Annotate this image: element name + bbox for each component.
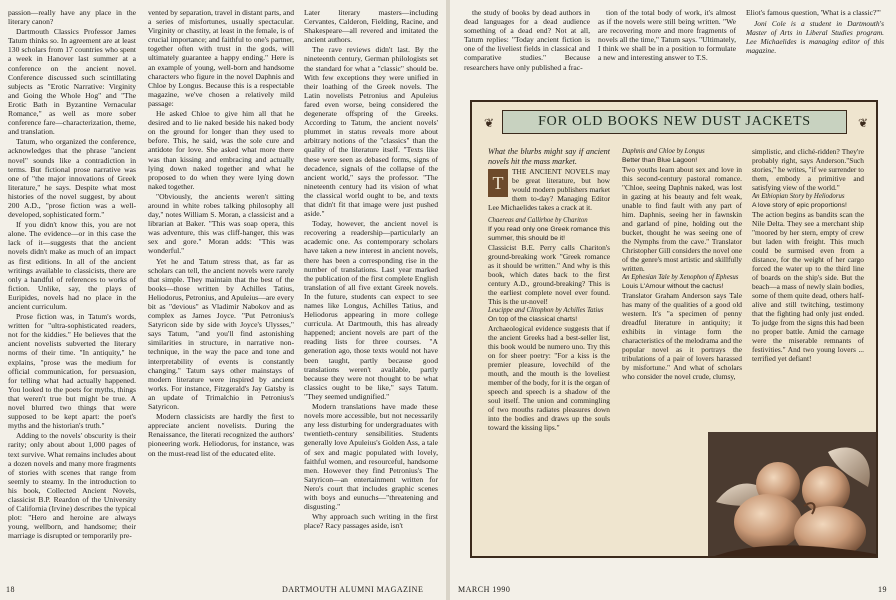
blurb-4-continued: simplistic, and cliché-ridden? They're probably right, says Anderson."Such stories," he writes, "if we surrender to them, embody a primitive and satisfying view of the world." xyxy=(752,147,864,192)
blurb-3-body: Two youths learn about sex and love in this second-century pastoral romance. "Chloe, seeing Daphnis naked, was lost in gazing at his beauty and felt weak, unable to find fault with any part of him. Daphnis, seeing her in fawnskin and garland of pine, holding out the bucket, thought he was seeing one of the Nymphs from the cave." Translator Christopher Gill considers the novel one of the genre's most artistic and skillfully written. xyxy=(622,165,742,273)
dust-jackets-sidebar xyxy=(470,100,878,558)
blurb-3-title: Daphnis and Chloe by Longus xyxy=(622,148,705,155)
paragraph: vented by separation, travel in distant parts, and a series of misfortunes, usually spectacular. Virginity or chastity, at least in the female, is of crucial importance; and faithful to one's partner, together often with trust in the gods, will ultimately guarantee a happy ending." Here is an example of young, well-born and handsome characters who figure in the novel Daphnis and Chloe by Longus. Because this is a respectable magazine, we've chosen a relatively mild passage: xyxy=(148,8,294,108)
paragraph: He asked Chloe to give him all that he desired and to lie naked beside his naked body on the ground for longer than they used to before. This, he said, was the sole cure and antidote for love. She asked what more there was than kissing and embracing and actually lying down naked together and what he proposed to do when they were lying down naked together. xyxy=(148,109,294,191)
author-bio: Joni Cole is a student in Dartmouth's Master of Arts in Liberal Studies program. Lee Michaelides is managing editor of this magazine. xyxy=(746,19,884,56)
article-column-2 xyxy=(148,8,294,576)
blurb-2-title: Leucippe and Clitophon by Achilles Tatius xyxy=(488,307,604,314)
ornament-left-icon: ❦ xyxy=(483,116,495,130)
blurb-3-tagline: Better than Blue Lagoon! xyxy=(622,157,698,164)
article-continuation-col3: Eliot's famous question, 'What is a classic?'" Joni Cole is a student in Dartmouth's Master of Arts in Liberal Studies program. Lee Michaelides is managing editor of this magazine. xyxy=(746,8,884,56)
sidebar-banner xyxy=(502,110,847,134)
paragraph: Yet he and Tatum stress that, as far as scholars can tell, the ancient novels were rarely that simple. They maintain that the best of the books—those written by Achilles Tatius, Heliodorus, Petronius, and Apuleius—are every bit as "devious" as Vladimir Nabokov and as complex as James Joyce. "Put Petronius's Satyricon side by side with Joyce's Ulysses," says Tatum, "and you'll find astonishing similarities in structure, in narrative non-technique, in the way the pace and tone and interpretability of events is constantly changing." Tatum says other mainstays of modern literature were inspired by ancient works. For instance, Fitzgerald's Jay Gatsby is an update of Trimalchio in Petronius's Satyricon. xyxy=(148,256,294,412)
blurb-1-body: Classicist B.E. Perry calls Chariton's ground-breaking work "Greek romance as it should be written." And why is this book, which dates back to the first century A.D., ground-breaking? This is the earliest complete novel ever found. This is the ur-novel! xyxy=(488,243,610,306)
paragraph: Dartmouth Classics Professor James Tatum thinks so. In agreement are at least 130 scholars from 17 countries who spent a week in Hanover last summer at a conference on the ancient novel. Conference discussed such scintillating subjects as "Erotic Narrative: Virginity and Going the Whole Hog" and "The Erotic Bath in Byzantine Vernacular Romance," as well as more sober conference fare—characterization, theme, and translation. xyxy=(8,27,136,137)
article-column-3 xyxy=(304,8,438,576)
article-continuation-col1: the study of books by dead authors in dead languages for a dead audience something of a dead end? Not at all, Tatum replies: "Today ancient fiction is one of the liveliest fields in classical and comparative studies." Because researchers have only published a frac- xyxy=(464,8,590,72)
paragraph: passion—really have any place in the literary canon? xyxy=(8,8,136,27)
sidebar-intro-body: T THE ANCIENT NOVELS may be great literature, but how would modern publishers market them to-day? Managing Editor Lee Michaelides takes a crack at it. xyxy=(488,167,610,212)
article-column-1 xyxy=(8,8,136,576)
paragraph: Prose fiction was, in Tatum's words, written for "ultra-sophisticated readers, not for the kiddies." He believes that the ancient novelists subverted the literary norms of their time. "In antiquity," he explains, "prose was the medium for official communication, for persuasion, for telling what had actually happened. You looked to the poets for myths, things that weren't true but might be true. A novel blurred two things that were supposed to be kept apart: the poet's myths and the historian's truth." xyxy=(8,312,136,431)
sidebar-column-3 xyxy=(752,147,864,437)
paragraph: Tatum, who organized the conference, acknowledges that the phrase "ancient novel" sounds like a contradiction in terms. But fictional prose narrative was one of "the major innovations of Greek literature," he says. Despite what most histories of the novel suggest, by about 200 A.D., "prose fiction was a well-developed, sophisticated form." xyxy=(8,137,136,220)
paragraph: "Obviously, the ancients weren't sitting around in white robes talking philosophy all day," notes William S. Moran, a classicist and a librarian at Baker. "This was soap opera, this was adventure, this was cliff-hanger, this was sex and gore." Moran adds: "This was wonderful." xyxy=(148,191,294,256)
sidebar-intro: What the blurbs might say if ancient novels hit the mass market. xyxy=(488,147,610,166)
page-number-left: 18 xyxy=(6,585,15,594)
blurb-1-tagline: If you read only one Greek romance this summer, this should be it! xyxy=(488,226,610,242)
paragraph: Adding to the novels' obscurity is their rarity; only about about 1,000 pages of text survive. What remains includes about a dozen novels and many more fragments of stories with scenes that range from seemly to steamy. In the introduction to his book, Collected Ancient Novels, classicist B.P. Reardon of the University of California (Irvine) describes the typical plot: "Hero and heroine are always young, wellborn, and handsome; their marriage is disrupted or temporarily pre- xyxy=(8,431,136,541)
paragraph: Why approach such writing in the first place? Racy passages aside, isn't xyxy=(304,512,438,531)
page-number-right: 19 xyxy=(878,585,887,594)
magazine-footer: DARTMOUTH ALUMNI MAGAZINE xyxy=(282,585,424,594)
sidebar-title: FOR OLD BOOKS NEW DUST JACKETS xyxy=(538,114,811,129)
paragraph: Modern classicists are hardly the first to appreciate ancient novelists. During the Renaissance, the literati recognized the authors' pioneering work. Heliodorus, for instance, was on the must-read list of the educated elite. xyxy=(148,412,294,458)
blurb-5-title: An Ethiopian Story by Heliodorus xyxy=(752,193,845,200)
sidebar-column-1 xyxy=(488,147,610,552)
paragraph: Later literary masters—including Cervantes, Calderon, Fielding, Racine, and Shakespeare—all revered and imitated the ancient authors. xyxy=(304,8,438,45)
blurb-2-body: Archaeological evidence suggests that if the ancient Greeks had a best-seller list, this book would be numero uno. Try this on for sheer poetry: "For a kiss is the premier pleasure, lovechild of the mouth, and the mouth is the loveliest member of the body, for it is the organ of speech and speech is a shadow of the soul itself. The union and commingling of two mouths radiates pleasures down into the bodies and draws up the souls toward the kissing lips." xyxy=(488,324,610,432)
paragraph: The rave reviews didn't last. By the nineteenth century, German philologists set the standard for what a "classic" should be. With few exceptions they were unified in their loathing of the Greek novels. The Latin novelists Petronius and Apuleius fared even worse, being considered the degenerate offspring of the Greeks. According to Tatum, the ancient novels' plummet in status reveals more about arbitrary notions of the "classics" than the quality of the literature itself. "Texts like these were seen as debased forms, signs of decadence, signals of the collapse of the ancient world," says the professor. "The nineteenth century had its vision of what the classical world ought to be, and texts that didn't fit that image were just pushed aside." xyxy=(304,45,438,219)
article-continuation-col2: tion of the total body of work, it's almost as if the novels were still being written. "We are recovering more and more fragments of novels all the time," Tatum says. "Ultimately, I think we shall be in a position to formulate a new and interesting answer to T.S. xyxy=(598,8,736,63)
ornament-right-icon: ❦ xyxy=(857,116,869,130)
blurb-4-body: Translator Graham Anderson says Tale has many of the qualities of a good old western. It's "a specimen of penny dreadful literature in antiquity; it exhibits in vintage form the characteristics of the melodrama and the popular novel as it portrays the tribulations of a pair of lovers harassed by misfortune." And what of scholars who consider the novel crude, clumsy, xyxy=(622,291,742,381)
blurb-5-tagline: A love story of epic proportions! xyxy=(752,202,847,209)
paragraph: If you didn't know this, you are not alone. The evidence—or in this case the lack of it—suggests that the ancient novels didn't make as much of an impact as first editions. In all of the ancient writings available to classicists, there are only a handful of references to works of fiction. Unlike, say, the plays of Euripides, novels had no place in the ancient curriculum. xyxy=(8,220,136,311)
blurb-1-title: Chaereas and Callirhoe by Chariton xyxy=(488,217,588,224)
paragraph: Modern translations have made these novels more accessible, but not necessarily any less disturbing for undergraduates with twentieth-century sensibilities. Students generally love Apuleius's Golden Ass, a tale of sex and magic populated with lovely, faithful women, and resourceful, handsome men. However they find Petronius's The Satyricon—an entertainment written for Nero's court that includes graphic scenes with boys and eunuchs—"threatening and disgusting." xyxy=(304,402,438,512)
blurb-5-body: The action begins as bandits scan the Nile Delta. They see a merchant ship "moored by her stern, empty of crew but laden with freight. This much could be surmised even from a distance, for the weight of her cargo forced the water up to the third line of boards on the ship's side. But the beach—a mass of newly slain bodies, some of them quite dead, others half-alive and still twitching, testimony that the fighting had only just ended. To judge from the signs this had been no proper battle. Amid the carnage were the miserable remnants of festivities." And two young lovers ... terrified yet defiant! xyxy=(752,210,864,363)
decorative-initial-icon: T xyxy=(488,169,508,197)
cherubs-illustration xyxy=(708,432,878,558)
blurb-4-title: An Ephesian Tale by Xenophon of Ephesus xyxy=(622,274,739,281)
issue-date: MARCH 1990 xyxy=(458,585,511,594)
paragraph: Today, however, the ancient novel is recovering a readership—particularly an academic one. As contemporary scholars have taken a new interest in ancient novels, there has been a corresponding rise in the number of translations. Last year marked the publication of the first complete English translation of all five extant Greek novels. In the future, students can expect to see names like Longus, Achilles Tatius, and Heliodorus appearing in more college curricula. At Dartmouth, this has already happened; ancient novels are part of the reading lists for three courses. "A generation ago, those texts would not have been taught, partly because good translations weren't available, partly because they were not thought to be what classics ought to be like," says Tatum. "They seemed undignified." xyxy=(304,219,438,401)
left-page xyxy=(0,0,446,600)
blurb-4-tagline: Louis L'Amour without the cactus! xyxy=(622,283,724,290)
blurb-2-tagline: On top of the classical charts! xyxy=(488,316,578,323)
right-page xyxy=(450,0,896,600)
